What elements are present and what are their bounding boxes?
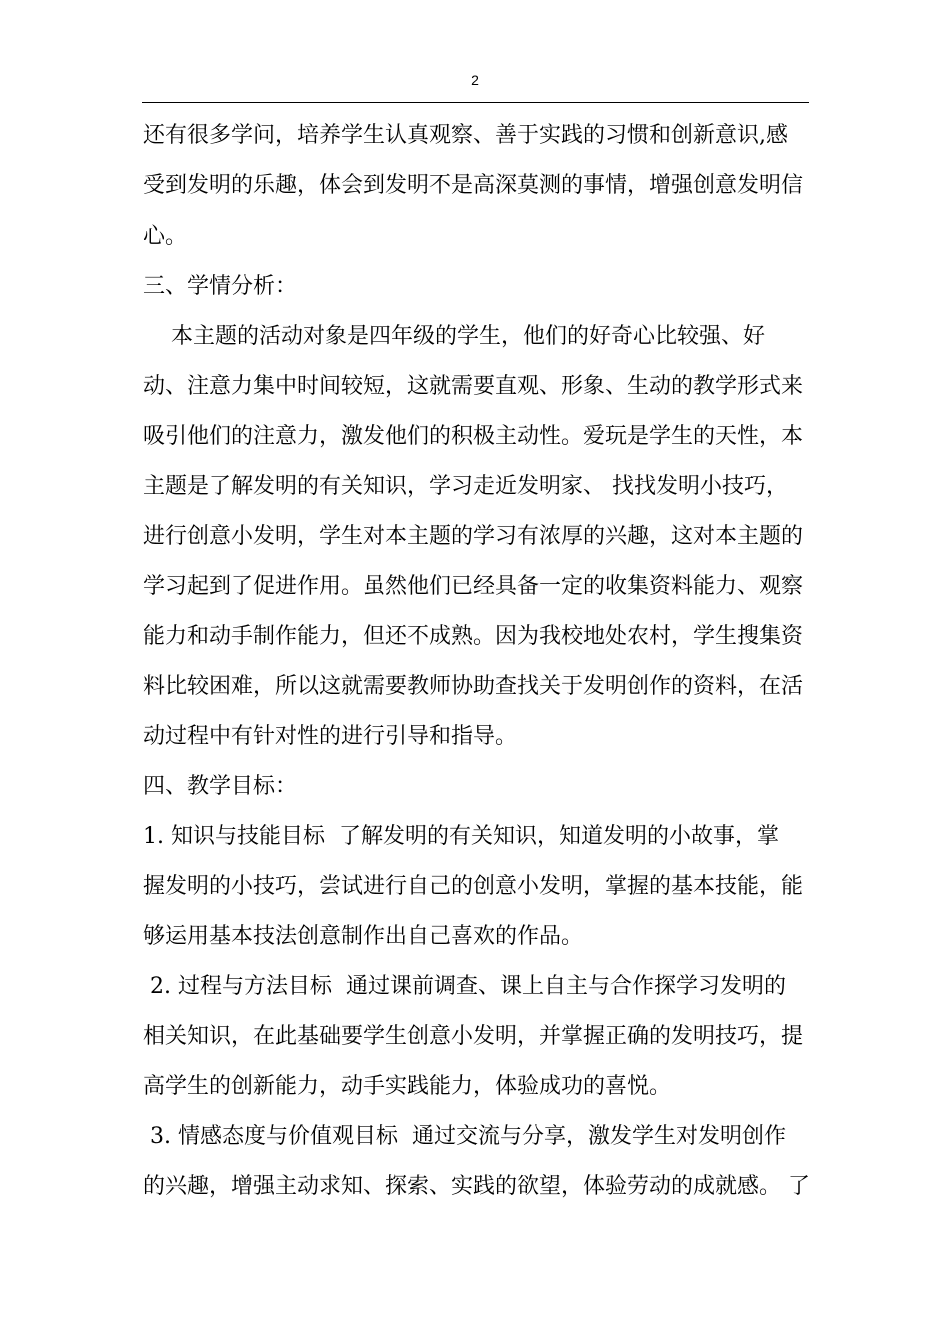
text-line: 握发明的小技巧，尝试进行自己的创意小发明，掌握的基本技能，能 [143,874,804,899]
text-line: 主题是了解发明的有关知识，学习走近发明家、 找找发明小技巧， [143,474,788,499]
text-line: 料比较困难，所以这就需要教师协助查找关于发明创作的资料，在活 [143,674,804,699]
text-line: 2. 过程与方法目标 通过课前调查、课上自主与合作探学习发明的 [143,974,786,999]
text-line: 吸引他们的注意力，激发他们的积极主动性。爱玩是学生的天性，本 [143,424,804,449]
text-line: 3. 情感态度与价值观目标 通过交流与分享，激发学生对发明创作 [143,1124,786,1149]
text-line: 高学生的创新能力，动手实践能力，体验成功的喜悦。 [143,1074,672,1099]
text-line: 动、注意力集中时间较短，这就需要直观、形象、生动的教学形式来 [143,374,804,399]
section-heading: 三、学情分析： [143,274,298,299]
text-line: 心。 [143,224,188,249]
text-line: 学习起到了促进作用。虽然他们已经具备一定的收集资料能力、观察 [143,574,804,599]
section-heading: 四、教学目标： [143,774,298,799]
text-line: 1. 知识与技能目标 了解发明的有关知识，知道发明的小故事，掌 [143,824,779,849]
header-rule [142,102,809,103]
text-line: 能力和动手制作能力，但还不成熟。因为我校地处农村，学生搜集资 [143,624,804,649]
text-line: 够运用基本技法创意制作出自己喜欢的作品。 [143,924,584,949]
text-line: 还有很多学问，培养学生认真观察、善于实践的习惯和创新意识,感 [143,123,788,148]
page-number: 2 [471,72,479,88]
text-line: 本主题的活动对象是四年级的学生，他们的好奇心比较强、好 [143,324,765,349]
text-line: 动过程中有针对性的进行引导和指导。 [143,724,518,749]
text-line: 的兴趣，增强主动求知、探索、实践的欲望，体验劳动的成就感。 了 [143,1174,810,1199]
text-line: 进行创意小发明，学生对本主题的学习有浓厚的兴趣，这对本主题的 [143,524,804,549]
text-line: 受到发明的乐趣，体会到发明不是高深莫测的事情，增强创意发明信 [143,173,804,198]
text-line: 相关知识，在此基础要学生创意小发明，并掌握正确的发明技巧，提 [143,1024,804,1049]
